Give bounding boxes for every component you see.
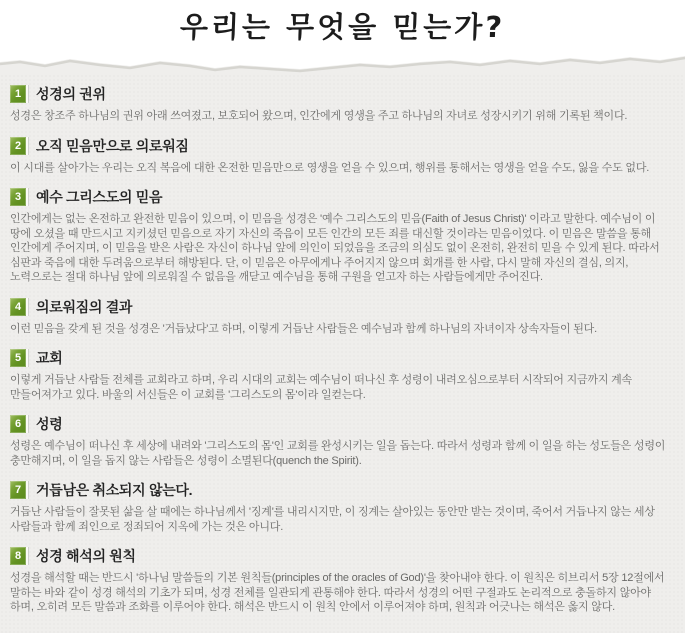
section-header [10,414,675,434]
section-header [10,480,675,500]
belief-section [10,348,675,402]
section-number-badge [10,85,28,103]
section-header [10,187,675,207]
belief-section [10,546,675,615]
section-body-text: 성경을 해석할 때는 반드시 '하나님 말씀들의 기본 원칙들(principles of the oracles of God)'을 찾아내야 한다. 이 원칙은 히브리서 5장 12절에서 말하는 바와 같이 성경 해석의 기초가 되며, 성경 전체를 일관되게 관통해야 한다. 따라서 성경의 어떤 구절과도 논리적으로 충돌하지 않아야 하며, 오히려 모든 말씀과 조화를 이루어야 한다. 해석은 반드시 이 원칙 안에서 이루어져야 하며, 원칙과 어긋나는 해석은 옳지 않다. [10,572,665,613]
page-header [0,0,685,50]
section-number-badge [10,415,28,433]
belief-section [10,414,675,468]
section-number: 5 [14,352,22,364]
belief-section [10,136,675,176]
section-number-badge [10,188,28,206]
beliefs-content [0,74,685,633]
section-number-badge [10,349,28,367]
section-title: 성경의 권위 [36,86,106,102]
section-body-text: 성령은 예수님이 떠나신 후 세상에 내려와 '그리스도의 몸'인 교회를 완성시키는 일을 돕는다. 따라서 성령과 함께 이 일을 하는 성도들은 성령이 충만해지며, 이 일을 돕지 않는 사람들은 성령이 소멸된다(quench the Spirit). [10,440,666,467]
section-title: 예수 그리스도의 믿음 [36,189,163,205]
section-body-text: 거듭난 사람들이 잘못된 삶을 살 때에는 하나님께서 '징계'를 내리시지만, 이 징계는 살아있는 동안만 받는 것이며, 죽어서 거듭나지 않는 세상 사람들과 함께 죄인으로 정죄되어 지옥에 가는 것은 아니다. [10,506,655,533]
section-header [10,546,675,566]
section-number: 7 [14,484,22,496]
section-header [10,84,675,104]
section-body-text: 이렇게 거듭난 사람들 전체를 교회라고 하며, 우리 시대의 교회는 예수님이 떠나신 후 성령이 내려오심으로부터 시작되어 지금까지 계속 만들어져가고 있다. 바울의 서신들은 이 교회를 '그리스도의 몸'이라 일컫는다. [10,374,632,401]
torn-paper-edge [0,50,685,74]
section-title: 성령 [36,416,63,432]
section-number: 1 [14,88,22,100]
section-number-badge [10,481,28,499]
section-title: 거듭남은 취소되지 않는다. [36,482,193,498]
section-header [10,136,675,156]
section-title: 교회 [36,350,63,366]
section-body-text: 성경은 창조주 하나님의 권위 아래 쓰여졌고, 보호되어 왔으며, 인간에게 영생을 주고 하나님의 자녀로 성장시키기 위해 기록된 책이다. [10,110,628,122]
section-number: 8 [14,550,22,562]
section-number-badge [10,298,28,316]
section-number-badge [10,137,28,155]
section-number: 4 [14,300,22,313]
belief-section [10,480,675,534]
section-number: 2 [14,139,22,152]
section-number-badge [10,547,28,565]
section-header [10,297,675,317]
section-title: 성경 해석의 원칙 [36,548,136,564]
page-title: 우리는 무엇을 믿는가? [179,9,506,44]
belief-section [10,297,675,337]
section-title: 오직 믿음만으로 의로워짐 [36,137,189,154]
section-body-text: 이 시대를 살아가는 우리는 오직 복음에 대한 온전한 믿음만으로 영생을 얻을 수 있으며, 행위를 통해서는 영생을 얻을 수도, 잃을 수도 없다. [10,161,650,174]
section-number: 6 [14,418,22,430]
section-title: 의로워짐의 결과 [36,298,133,315]
section-header [10,348,675,368]
section-number: 3 [14,191,22,203]
section-body-text: 이런 믿음을 갖게 된 것을 성경은 '거듭났다'고 하며, 이렇게 거듭난 사람들은 예수님과 함께 하나님의 자녀이자 상속자들이 된다. [10,322,597,335]
section-body-text: 인간에게는 없는 온전하고 완전한 믿음이 있으며, 이 믿음을 성경은 '예수 그리스도의 믿음(Faith of Jesus Christ)' 이라고 말한다. 예수님이 이 땅에 오셨을 때 만드시고 지키셨던 믿음으로 자기 자신의 죽음이 모든 인간의 모든 죄를 대신할 것이라는 믿음이었다. 이 믿음은 말씀을 통해 인간에게 주어지며, 이 믿음을 받은 사람은 자신이 하나님 앞에 의인이 되었음을 조금의 의심도 없이 온전히, 완전히 믿을 수 있게 된다. 따라서 심판과 죽음에 대한 두려움으로부터 해방된다. 단, 이 믿음은 아무에게나 주어지지 않으며 회개를 한 사람, 다시 말해 자신의 결심, 의지, 노력으로는 절대 하나님 앞에 의로워질 수 없음을 깨닫고 예수님을 통해 구원을 얻고자 하는 사람들에게만 주어진다. [10,213,660,283]
belief-section [10,187,675,285]
belief-section [10,84,675,124]
